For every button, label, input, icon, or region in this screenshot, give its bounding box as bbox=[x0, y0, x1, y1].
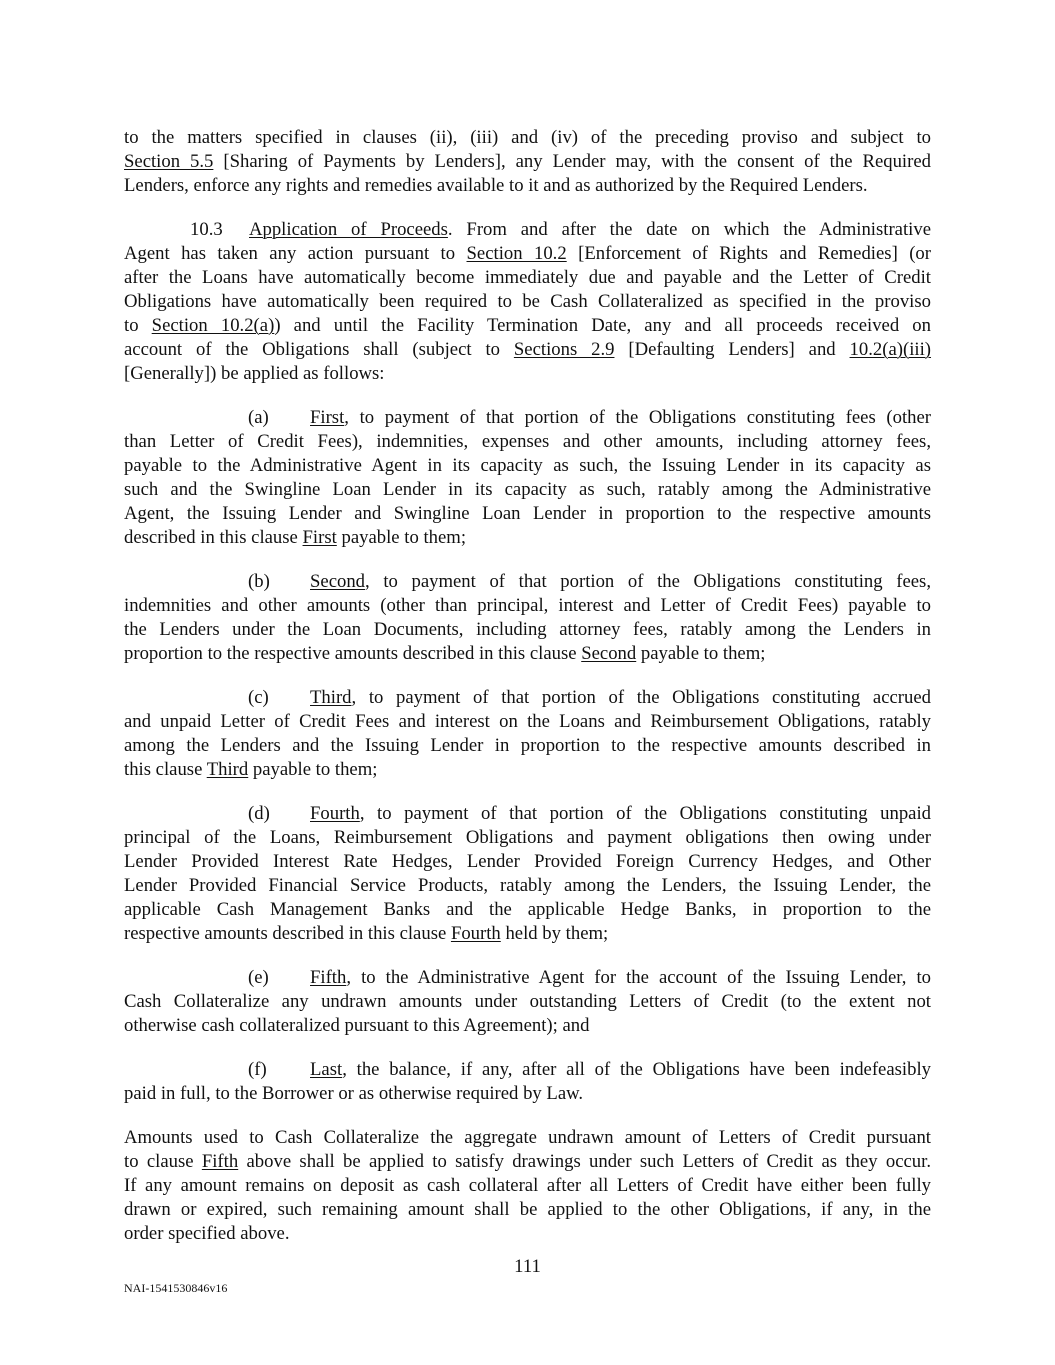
text-segment: payable to them; bbox=[248, 759, 378, 780]
paragraph bbox=[124, 966, 931, 1038]
text-line bbox=[124, 898, 931, 922]
document-body bbox=[124, 126, 931, 1266]
text-segment: such and the Swingline Loan Lender in its capacity as such, ratably among the Administrative bbox=[124, 479, 931, 500]
text-line bbox=[124, 218, 931, 242]
text-line bbox=[124, 338, 931, 362]
cross-reference: Second bbox=[310, 571, 366, 592]
text-line bbox=[124, 406, 931, 430]
paragraph bbox=[124, 218, 931, 386]
text-segment: respective amounts described in this clause bbox=[124, 923, 451, 944]
text-line bbox=[124, 478, 931, 502]
text-segment: [Generally]) be applied as follows: bbox=[124, 363, 385, 384]
text-line bbox=[124, 502, 931, 526]
line-body bbox=[310, 802, 931, 826]
text-line bbox=[124, 874, 931, 898]
text-segment: . From and after the date on which the Administrative bbox=[447, 219, 931, 240]
cross-reference: 10.2(a)(iii) bbox=[849, 339, 932, 360]
text-segment: held by them; bbox=[500, 923, 609, 944]
text-segment: otherwise cash collateralized pursuant to this Agreement); and bbox=[124, 1015, 590, 1036]
section-label: (b) bbox=[248, 571, 270, 592]
paragraph bbox=[124, 1058, 931, 1106]
cross-reference: First bbox=[302, 527, 337, 548]
text-segment: after the Loans have automatically become immediately due and payable and the Letter of Credit bbox=[124, 267, 931, 288]
cross-reference: Third bbox=[310, 687, 352, 708]
text-segment: described in this clause bbox=[124, 527, 303, 548]
section-label: (c) bbox=[248, 687, 269, 708]
cross-reference: Fifth bbox=[310, 967, 347, 988]
text-segment: If any amount remains on deposit as cash collateral after all Letters of Credit have either been fully bbox=[124, 1175, 931, 1196]
paragraph bbox=[124, 1126, 931, 1246]
cross-reference: Sections 2.9 bbox=[513, 339, 615, 360]
cross-reference: Application of Proceeds bbox=[249, 219, 448, 240]
cross-reference: Fifth bbox=[201, 1151, 239, 1172]
section-label: (a) bbox=[248, 407, 269, 428]
text-line bbox=[124, 1150, 931, 1174]
text-line bbox=[124, 594, 931, 618]
text-segment: payable to the Administrative Agent in its capacity as such, the Issuing Lender in its capacity as bbox=[124, 455, 931, 476]
line-body bbox=[310, 966, 931, 990]
text-segment: than Letter of Credit Fees), indemnities, expenses and other amounts, including attorney fees, bbox=[124, 431, 931, 452]
text-segment: to bbox=[124, 315, 152, 336]
text-segment: this clause bbox=[124, 759, 207, 780]
text-line bbox=[124, 526, 931, 550]
text-line bbox=[124, 570, 931, 594]
text-segment: Amounts used to Cash Collateralize the aggregate undrawn amount of Letters of Credit pursuant bbox=[124, 1127, 931, 1148]
text-line bbox=[124, 850, 931, 874]
line-body bbox=[249, 218, 931, 242]
text-segment: payable to them; bbox=[636, 643, 766, 664]
text-line bbox=[124, 290, 931, 314]
text-segment: proportion to the respective amounts described in this clause bbox=[124, 643, 582, 664]
text-line bbox=[124, 734, 931, 758]
text-line bbox=[124, 1126, 931, 1150]
text-segment: Obligations have automatically been required to be Cash Collateralized as specified in the proviso bbox=[124, 291, 931, 312]
text-segment: Agent has taken any action pursuant to bbox=[124, 243, 467, 264]
text-line bbox=[124, 802, 931, 826]
text-segment: , to payment of that portion of the Obligations constituting fees, bbox=[365, 571, 931, 592]
cross-reference: Fourth bbox=[450, 923, 501, 944]
text-segment: applicable Cash Management Banks and the applicable Hedge Banks, in proportion to the bbox=[124, 899, 931, 920]
text-line bbox=[124, 362, 931, 386]
text-segment: [Defaulting Lenders] and bbox=[614, 339, 850, 360]
text-segment: Lender Provided Financial Service Products, ratably among the Lenders, the Issuing Lender, the bbox=[124, 875, 931, 896]
text-segment: Agent, the Issuing Lender and Swingline Loan Lender in proportion to the respective amounts bbox=[124, 503, 931, 524]
text-line bbox=[124, 430, 931, 454]
text-line bbox=[124, 758, 931, 782]
text-line bbox=[124, 618, 931, 642]
text-segment: drawn or expired, such remaining amount shall be applied to the other Obligations, if any, in the bbox=[124, 1199, 931, 1220]
cross-reference: Last bbox=[310, 1059, 343, 1080]
text-segment: Lender Provided Interest Rate Hedges, Lender Provided Foreign Currency Hedges, and Other bbox=[124, 851, 931, 872]
text-line bbox=[124, 454, 931, 478]
text-segment: to the matters specified in clauses (ii), (iii) and (iv) of the preceding proviso and subject to bbox=[124, 127, 931, 148]
section-label: (f) bbox=[248, 1059, 267, 1080]
text-segment: , to payment of that portion of the Obligations constituting accrued bbox=[351, 687, 931, 708]
cross-reference: Section 10.2 bbox=[466, 243, 567, 264]
line-body bbox=[310, 570, 931, 594]
text-line bbox=[124, 966, 931, 990]
text-segment: , the balance, if any, after all of the Obligations have been indefeasibly bbox=[342, 1059, 931, 1080]
section-label: 10.3 bbox=[190, 219, 223, 240]
text-segment: ) and until the Facility Termination Date, any and all proceeds received on bbox=[274, 315, 931, 336]
text-segment: Cash Collateralize any undrawn amounts under outstanding Letters of Credit (to the extent not bbox=[124, 991, 931, 1012]
text-segment: Lenders, enforce any rights and remedies available to it and as authorized by the Required Lenders. bbox=[124, 175, 868, 196]
section-label: (d) bbox=[248, 803, 270, 824]
cross-reference: Second bbox=[581, 643, 637, 664]
text-segment: the Lenders under the Loan Documents, including attorney fees, ratably among the Lenders in bbox=[124, 619, 931, 640]
cross-reference: Section 10.2(a) bbox=[151, 315, 275, 336]
text-line bbox=[124, 1198, 931, 1222]
text-line bbox=[124, 990, 931, 1014]
paragraph bbox=[124, 570, 931, 666]
text-line bbox=[124, 126, 931, 150]
text-segment: , to payment of that portion of the Obligations constituting unpaid bbox=[359, 803, 931, 824]
text-line bbox=[124, 1174, 931, 1198]
paragraph bbox=[124, 406, 931, 550]
text-line bbox=[124, 150, 931, 174]
text-line bbox=[124, 1082, 931, 1106]
text-segment: account of the Obligations shall (subject to bbox=[124, 339, 514, 360]
cross-reference: Third bbox=[206, 759, 249, 780]
text-line bbox=[124, 1058, 931, 1082]
text-line bbox=[124, 314, 931, 338]
line-body bbox=[310, 1058, 931, 1082]
text-line bbox=[124, 266, 931, 290]
line-body bbox=[310, 406, 931, 430]
paragraph bbox=[124, 126, 931, 198]
text-line bbox=[124, 1222, 931, 1246]
text-segment: indemnities and other amounts (other than principal, interest and Letter of Credit Fees) payable to bbox=[124, 595, 931, 616]
text-line bbox=[124, 642, 931, 666]
cross-reference: Fourth bbox=[310, 803, 360, 824]
text-segment: above shall be applied to satisfy drawings under such Letters of Credit as they occur. bbox=[238, 1151, 932, 1172]
paragraph bbox=[124, 686, 931, 782]
document-id-footer: NAI-1541530846v16 bbox=[124, 1281, 228, 1295]
text-segment: order specified above. bbox=[124, 1223, 290, 1244]
text-segment: paid in full, to the Borrower or as otherwise required by Law. bbox=[124, 1083, 584, 1104]
text-line bbox=[124, 826, 931, 850]
text-line bbox=[124, 686, 931, 710]
text-segment: principal of the Loans, Reimbursement Obligations and payment obligations then owing under bbox=[124, 827, 931, 848]
line-body bbox=[310, 686, 931, 710]
section-label: (e) bbox=[248, 967, 269, 988]
text-segment: , to the Administrative Agent for the account of the Issuing Lender, to bbox=[346, 967, 931, 988]
text-segment: among the Lenders and the Issuing Lender in proportion to the respective amounts described in bbox=[124, 735, 931, 756]
text-segment: and unpaid Letter of Credit Fees and interest on the Loans and Reimbursement Obligations, ratably bbox=[124, 711, 931, 732]
text-segment: [Enforcement of Rights and Remedies] (or bbox=[566, 243, 931, 264]
page-number: 111 bbox=[514, 1256, 541, 1277]
cross-reference: First bbox=[310, 407, 345, 428]
text-segment: payable to them; bbox=[336, 527, 467, 548]
text-line bbox=[124, 710, 931, 734]
text-line bbox=[124, 1014, 931, 1038]
text-segment: [Sharing of Payments by Lenders], any Lender may, with the consent of the Required bbox=[213, 151, 931, 172]
text-segment: , to payment of that portion of the Obligations constituting fees (other bbox=[344, 407, 931, 428]
text-segment: to clause bbox=[124, 1151, 202, 1172]
text-line bbox=[124, 174, 931, 198]
cross-reference: Section 5.5 bbox=[124, 151, 214, 172]
text-line bbox=[124, 242, 931, 266]
paragraph bbox=[124, 802, 931, 946]
text-line bbox=[124, 922, 931, 946]
